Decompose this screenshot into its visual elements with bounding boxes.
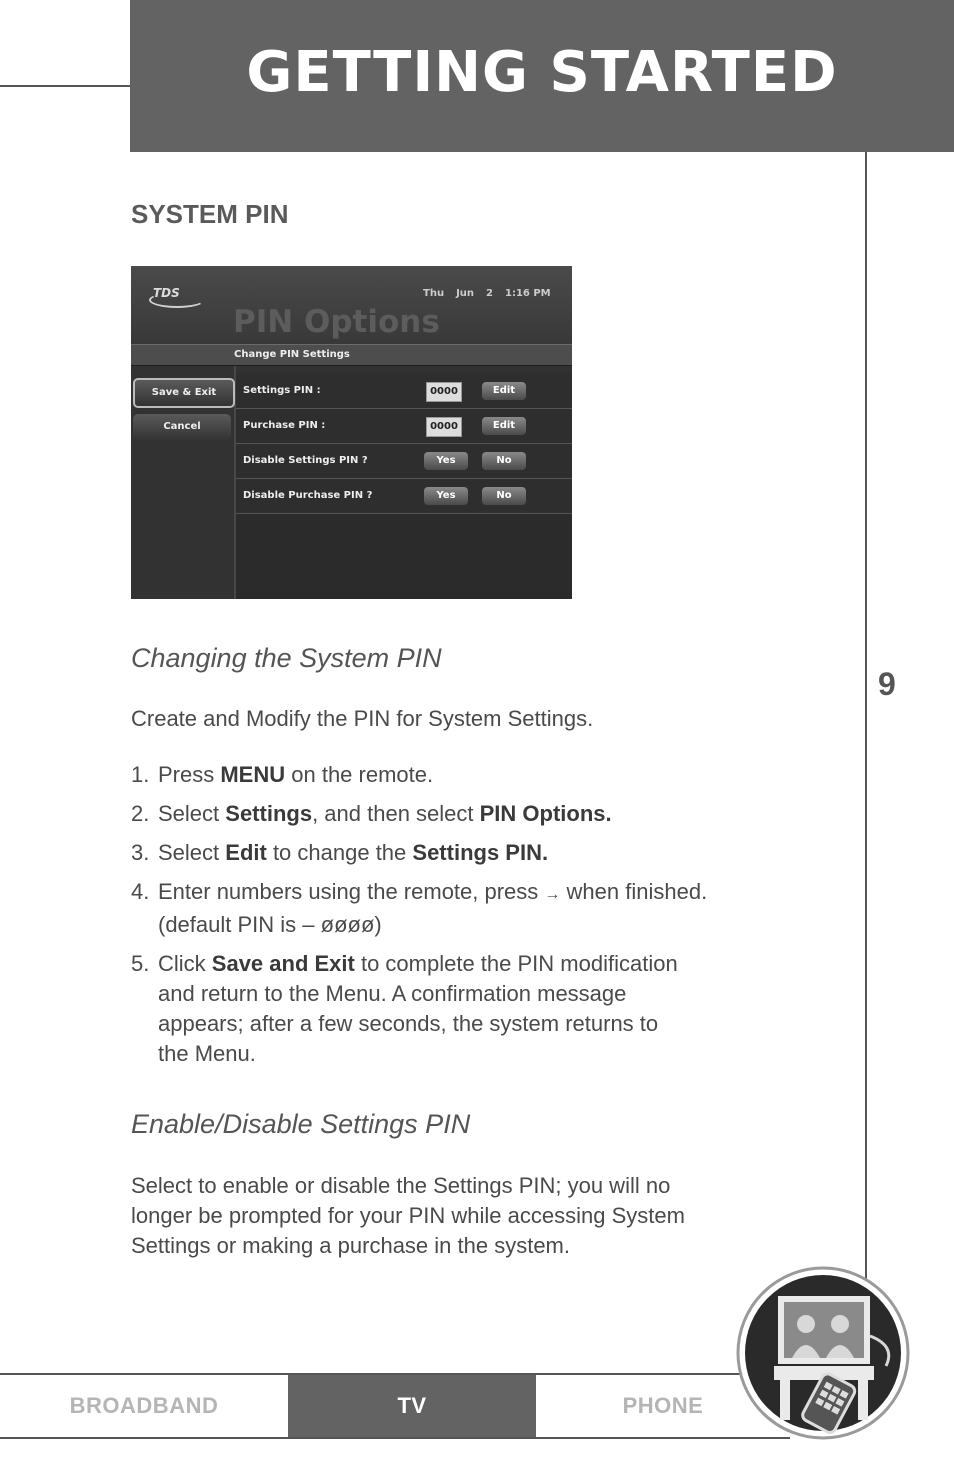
day-label: Thu <box>423 288 445 299</box>
step-keyword: Settings PIN. <box>412 840 549 865</box>
disable-purchase-yes-button[interactable]: Yes <box>424 487 468 505</box>
sidebar <box>131 366 236 599</box>
date-time <box>423 288 563 299</box>
settings-pin-edit-button[interactable]: Edit <box>482 382 526 400</box>
step-text: to complete the PIN modification <box>354 951 678 976</box>
step-text: on the remote. <box>285 762 434 787</box>
step-5 <box>131 949 791 1069</box>
enable-disable-heading: Enable/Disable Settings PIN <box>131 1109 471 1139</box>
cancel-button[interactable]: Cancel <box>133 414 231 440</box>
disable-settings-pin-row <box>236 444 572 479</box>
step-text: Press <box>158 762 221 787</box>
step-text: appears; after a few seconds, the system returns to <box>158 1011 659 1036</box>
save-exit-button[interactable]: Save & Exit <box>133 378 235 408</box>
step-text: Select <box>158 840 226 865</box>
subtitle-bar <box>131 344 572 366</box>
subtitle: Change PIN Settings <box>234 349 350 360</box>
disable-settings-yes-button[interactable]: Yes <box>424 452 468 470</box>
purchase-pin-row <box>236 409 572 444</box>
enable-line-3: Settings or making a purchase in the system. <box>131 1233 570 1258</box>
settings-pin-label: Settings PIN : <box>243 385 321 396</box>
step-number: 2. <box>131 801 150 826</box>
step-number: 5. <box>131 951 150 976</box>
enable-line-2: longer be prompted for your PIN while accessing System <box>131 1203 685 1228</box>
step-keyword: Save and Exit <box>211 951 355 976</box>
step-text: the Menu. <box>158 1041 256 1066</box>
tab-broadband[interactable]: BROADBAND <box>0 1375 289 1437</box>
step-text: Select <box>158 801 226 826</box>
step-3 <box>131 838 791 868</box>
top-left-rule <box>0 85 130 87</box>
disable-purchase-pin-label: Disable Purchase PIN ? <box>243 490 373 501</box>
step-keyword: Settings <box>225 801 313 826</box>
enable-disable-body <box>131 1171 791 1261</box>
steps-list <box>131 760 791 1078</box>
step-number: 3. <box>131 840 150 865</box>
step-text: to change the <box>266 840 413 865</box>
purchase-pin-field[interactable]: 0000 <box>426 417 462 437</box>
right-margin-rule <box>865 152 867 1282</box>
header-banner <box>130 0 954 152</box>
step-4 <box>131 877 791 940</box>
step-text: (default PIN is – øøøø) <box>158 912 382 937</box>
tab-tv[interactable]: TV <box>288 1375 536 1437</box>
disable-purchase-no-button[interactable]: No <box>482 487 526 505</box>
time-label: 1:16 PM <box>505 288 551 299</box>
tv-remote-icon <box>736 1266 910 1440</box>
step-keyword: MENU <box>220 762 286 787</box>
step-text: when finished. <box>560 879 708 904</box>
step-text: Enter numbers using the remote, press <box>158 879 545 904</box>
pin-options-screenshot <box>131 266 572 599</box>
step-number: 4. <box>131 879 150 904</box>
changing-pin-heading: Changing the System PIN <box>131 643 442 673</box>
page-number: 9 <box>878 666 896 702</box>
settings-pin-field[interactable]: 0000 <box>426 382 462 402</box>
step-1 <box>131 760 791 790</box>
page-title: GETTING STARTED <box>246 40 838 105</box>
step-number: 1. <box>131 762 150 787</box>
purchase-pin-label: Purchase PIN : <box>243 420 326 431</box>
right-arrow-icon: → <box>544 886 561 903</box>
step-text: Click <box>158 951 212 976</box>
tab-phone[interactable]: PHONE <box>622 1393 704 1418</box>
changing-pin-intro: Create and Modify the PIN for System Settings. <box>131 706 594 731</box>
settings-pin-row <box>236 374 572 409</box>
section-nav <box>0 1373 790 1439</box>
step-keyword: Edit <box>225 840 267 865</box>
disable-settings-pin-label: Disable Settings PIN ? <box>243 455 368 466</box>
section-title: SYSTEM PIN <box>131 199 289 229</box>
month-label: Jun <box>456 288 475 299</box>
purchase-pin-edit-button[interactable]: Edit <box>482 417 526 435</box>
step-keyword: PIN Options. <box>479 801 612 826</box>
disable-settings-no-button[interactable]: No <box>482 452 526 470</box>
date-label: 2 <box>486 288 493 299</box>
step-text: and return to the Menu. A confirmation message <box>158 981 627 1006</box>
enable-line-1: Select to enable or disable the Settings PIN; you will no <box>131 1173 671 1198</box>
tds-logo: TDS <box>153 286 180 300</box>
screen-title: PIN Options <box>233 304 440 340</box>
disable-purchase-pin-row <box>236 479 572 514</box>
step-2 <box>131 799 791 829</box>
step-text: , and then select <box>312 801 480 826</box>
